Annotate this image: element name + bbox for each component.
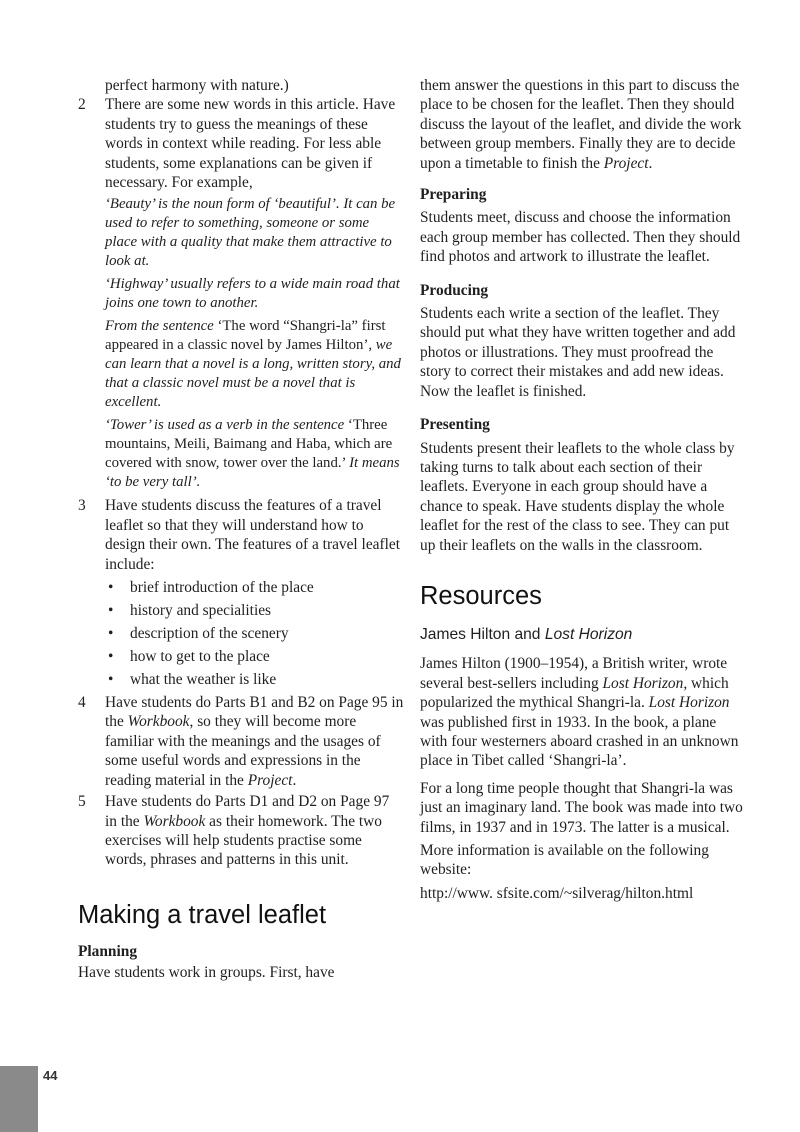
step-number: 3 bbox=[78, 497, 86, 515]
leaflet-features-list bbox=[105, 578, 404, 689]
presenting-text: Students present their leaflets to the whole class by taking turns to talk about each section of their leaflets. Everyone in each group should have a chance to speak. Have students display the whole leaflet for the rest of the class to see. They can put up their leaflets on the walls in the classroom. bbox=[420, 439, 735, 554]
example-tower: ‘Tower’ is used as a verb in the sentence ‘Three mountains, Meili, Baimang and Haba, which are covered with snow, tower over the land.’ It means ‘to be very tall’. bbox=[105, 417, 400, 491]
step-4 bbox=[78, 693, 404, 790]
planning-text: Have students work in groups. First, have bbox=[78, 964, 335, 982]
presenting-heading: Presenting bbox=[420, 416, 490, 434]
step-2 bbox=[78, 95, 404, 492]
page-number: 44 bbox=[43, 1068, 58, 1083]
resource-heading: James Hilton and Lost Horizon bbox=[420, 625, 633, 643]
step-5 bbox=[78, 792, 404, 870]
intro-continuation: perfect harmony with nature.) bbox=[105, 77, 289, 94]
list-item: • how to get to the place bbox=[105, 647, 404, 666]
example-novel: From the sentence ‘The word “Shangri-la” first appeared in a classic novel by James Hilton’, we can learn that a novel is a long, written story, and that a classic novel must be a novel that is excellent. bbox=[105, 318, 401, 411]
planning-continuation: them answer the questions in this part to discuss the place to be chosen for the leaflet. Then they should discuss the layout of the leaflet, and divide the work between group members. Finally they are to decide upon a timetable to finish the Project. bbox=[420, 77, 742, 172]
preparing-text: Students meet, discuss and choose the information each group member has collected. Then they should find photos and artwork to illustrate the leaflet. bbox=[420, 209, 741, 266]
resources-title: Resources bbox=[420, 581, 542, 610]
step-5-text: Have students do Parts D1 and D2 on Page 97 in the Workbook as their homework. The two exercises will help students practise some words, phrases and patterns in this unit. bbox=[105, 793, 390, 869]
planning-heading: Planning bbox=[78, 942, 138, 960]
step-number: 2 bbox=[78, 96, 86, 114]
preparing-heading: Preparing bbox=[420, 186, 487, 204]
producing-heading: Producing bbox=[420, 281, 489, 299]
resource-paragraph-2: For a long time people thought that Shangri-la was just an imaginary land. The book was made into two films, in 1937 and in 1973. The latter is a musical. bbox=[420, 779, 743, 836]
resource-url: http://www. sfsite.com/~silverag/hilton.html bbox=[420, 884, 694, 902]
resource-paragraph-3: More information is available on the following website: bbox=[420, 842, 709, 879]
section-title-making-leaflet: Making a travel leaflet bbox=[78, 900, 327, 929]
step-number: 5 bbox=[78, 793, 86, 811]
list-item: • description of the scenery bbox=[105, 624, 404, 643]
producing-text: Students each write a section of the leaflet. They should put what they have written together and add photos or illustrations. They must proofread the story to correct their mistakes and add new ideas. Now the leaflet is finished. bbox=[420, 305, 736, 400]
left-column bbox=[78, 76, 404, 989]
example-beauty: ‘Beauty’ is the noun form of ‘beautiful’. It can be used to refer to something, someone or some place with a quality that make them attractive to look at. bbox=[105, 196, 396, 270]
list-item: • history and specialities bbox=[105, 601, 404, 620]
step-number: 4 bbox=[78, 694, 86, 712]
teaching-steps-list bbox=[78, 95, 404, 869]
resource-paragraph-1: James Hilton (1900–1954), a British writer, wrote several best-sellers including Lost Horizon, which popularized the mythical Shangri-la. Lost Horizon was published first in 1933. In the book, a plane with four westerners aboard crashed in an unknown place in Tibet called ‘Shangri-la’. bbox=[420, 655, 739, 770]
right-column bbox=[420, 76, 746, 909]
step-4-text: Have students do Parts B1 and B2 on Page 95 in the Workbook, so they will become more familiar with the meanings and the usages of some useful words and expressions in the reading material in the Project. bbox=[105, 694, 404, 789]
list-item: • brief introduction of the place bbox=[105, 578, 404, 597]
step-3 bbox=[78, 496, 404, 689]
page-edge-tab bbox=[0, 1066, 38, 1132]
step-3-text: Have students discuss the features of a travel leaflet so that they will understand how to design their own. The features of a travel leaflet include: bbox=[105, 497, 401, 573]
list-item: • what the weather is like bbox=[105, 670, 404, 689]
example-highway: ‘Highway’ usually refers to a wide main road that joins one town to another. bbox=[105, 276, 400, 312]
step-2-text: There are some new words in this article. Have students try to guess the meanings of these words in context while reading. For less able students, some explanations can be given if necessary. For example, bbox=[105, 96, 396, 192]
